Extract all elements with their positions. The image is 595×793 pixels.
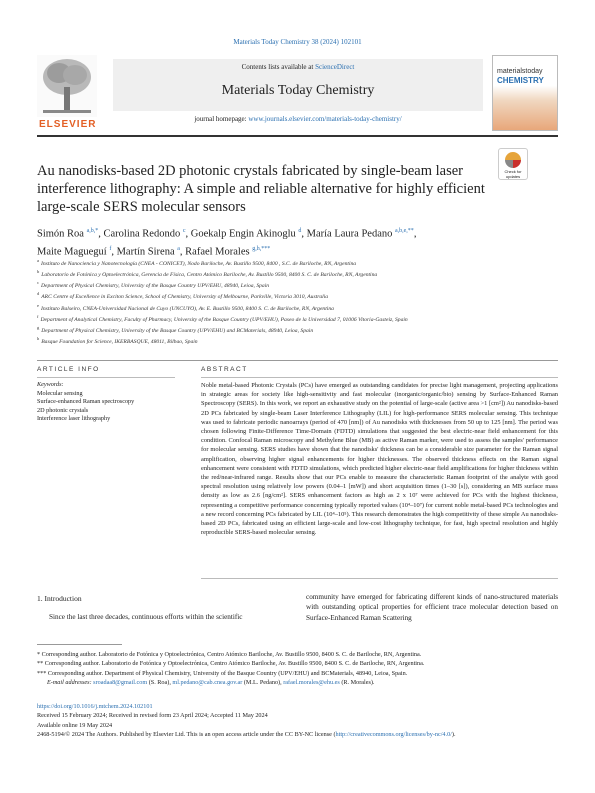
cover-text-bottom: CHEMISTRY: [497, 76, 544, 85]
author-name[interactable]: Simón Roa: [37, 228, 84, 240]
journal-banner: [113, 59, 483, 111]
abstract-bottom-rule: [201, 578, 558, 579]
email-link[interactable]: sroadaa8@gmail.com: [93, 678, 148, 686]
footnote-item: ** Corresponding author. Laboratorio de Fotónica y Optoelectrónica, Centro Atómico Bariloche, Av. Bustillo 9500, 8400 S. C. de Bariloche, RN, Argentina.: [37, 660, 425, 668]
email-link[interactable]: rafael.morales@ehu.es: [283, 678, 340, 686]
email-link[interactable]: ml.pedano@cab.cnea.gov.ar: [172, 678, 243, 686]
author-affil[interactable]: a: [177, 245, 180, 252]
license-link[interactable]: http://creativecommons.org/licenses/by-nc/4.0/: [335, 730, 452, 738]
journal-name: Materials Today Chemistry: [221, 83, 375, 98]
author-name[interactable]: Goekalp Engin Akinoglu: [190, 228, 296, 240]
footnotes: [37, 650, 558, 687]
available-online: Available online 19 May 2024: [37, 721, 113, 729]
affiliation-item: $^e$Instituto Balseiro, CNEA-Universidad Nacional de Cuyo (UNCUYO), Av. E. Bustillo 9500, 8400 S. C. de Bariloche, RN, Argentina: [37, 302, 334, 312]
keywords-label: Keywords:: [37, 381, 64, 388]
abstract-heading: ABSTRACT: [201, 366, 248, 373]
email-line: E-mail addresses: sroadaa8@gmail.com (S. Roa), ml.pedano@cab.cnea.gov.ar (M.L. Pedano), rafael.morales@ehu.es (R. Morales).: [47, 678, 375, 686]
author-name[interactable]: Rafael Morales: [185, 246, 250, 257]
affiliation-item: $^b$Laboratorio de Fotónica y Optoelectrónica, Gerencia de Física, Centro Atómico Bariloche, Av. Bustillo 9500, 8400 S. C. de Bariloche, RN, Argentina: [37, 269, 378, 279]
footnote-item: *** Corresponding author. Department of Physical Chemistry, University of the Basque Country (UPV/EHU) and BCMaterials, 48940, Leioa, Spain.: [37, 669, 408, 677]
journal-cover-thumbnail: [492, 55, 558, 131]
abstract-rule: [201, 377, 558, 378]
sciencedirect-link[interactable]: ScienceDirect: [315, 63, 355, 71]
author-list: Simón Roa $^{a,b,*}$, Carolina Redondo $^c$, Goekalp Engin Akinoglu $^d$, María Laura Pedano $^{a,b,e,**}$, Maite Magueguí $^f$, Martín Sirena $^a$, Rafael Morales $^{g,h,***}$: [37, 228, 417, 257]
introduction-heading: 1. Introduction: [37, 594, 82, 603]
author-affil[interactable]: a,b,e,**: [394, 228, 414, 234]
contents-line: Contents lists available at ScienceDirect: [241, 63, 355, 71]
check-for-updates-button[interactable]: [498, 148, 528, 180]
affiliation-item: $^g$Department of Physical Chemistry, University of the Basque Country (UPV/EHU) and BCMaterials, 48940, Leioa, Spain: [37, 324, 314, 334]
section-rule: [37, 360, 558, 361]
received-dates: Received 15 February 2024; Received in revised form 23 April 2024; Accepted 11 May 2024: [37, 712, 268, 720]
author-name[interactable]: Martín Sirena: [116, 246, 175, 257]
header-rule: [37, 135, 558, 137]
author-affil[interactable]: c: [182, 228, 186, 234]
introduction-left-column: Since the last three decades, continuous efforts within the scientific: [49, 613, 243, 621]
introduction-right-column: community have emerged for fabricating different kinds of nano-structured materials with outstanding optical properties for efficient trace molecular detection based on Surface-Enhanced Raman Scattering: [306, 593, 558, 622]
footnote-item: * Corresponding author. Laboratorio de Fotónica y Optoelectrónica, Centro Atómico Bariloche, Av. Bustillo 9500, 8400 S. C. de Bariloche, RN, Argentina.: [37, 651, 422, 658]
author-name[interactable]: María Laura Pedano: [306, 228, 393, 240]
license-line: 2468-5194/© 2024 The Authors. Published by Elsevier Ltd. This is an open access article under the CC BY-NC license (http://creativecommons.org/licenses/by-nc/4.0/).: [37, 730, 456, 738]
affiliation-item: $^h$Basque Foundation for Science, IKERBASQUE, 48011, Bilbao, Spain: [37, 336, 198, 345]
check-updates-label: Check for updates: [504, 169, 522, 179]
affiliation-item: $^c$Department of Physical Chemistry, University of the Basque Country UPV/EHU, 48940, Leioa, Spain: [37, 280, 270, 290]
author-affil[interactable]: d: [298, 228, 302, 234]
author-affil[interactable]: a,b,*: [86, 228, 99, 234]
homepage-link[interactable]: www.journals.elsevier.com/materials-today-chemistry/: [248, 115, 402, 123]
affiliation-item: $^d$ARC Centre of Excellence in Exciton Science, School of Chemistry, University of Melbourne, Parkville, Victoria 3010, Australia: [37, 291, 329, 301]
journal-reference[interactable]: Materials Today Chemistry 38 (2024) 102101: [233, 38, 362, 46]
publication-details: [37, 702, 558, 739]
keyword-item: Interference laser lithography: [37, 415, 111, 423]
article-title: Au nanodisks-based 2D photonic crystals fabricated by single-beam laser interference lithography: A simple and reliable alternative for highly efficient large-scale SERS molecular sensors: [37, 163, 485, 215]
article-info-heading: ARTICLE INFO: [37, 366, 100, 373]
journal-homepage: journal homepage: www.journals.elsevier.com/materials-today-chemistry/: [194, 115, 402, 123]
masthead: [37, 55, 558, 131]
affiliation-item: $^f$Department of Analytical Chemistry, Faculty of Pharmacy, University of the Basque Country (UPV/EHU), Paseo de la Universidad 7, 01006 Vitoria-Gasteiz, Spain: [37, 313, 408, 323]
keyword-item: Surface-enhanced Raman spectroscopy: [37, 398, 135, 406]
footnote-rule: [37, 644, 122, 645]
elsevier-wordmark: ELSEVIER: [39, 119, 97, 130]
affiliation-list: [37, 257, 558, 346]
keyword-item: 2D photonic crystals: [37, 406, 89, 414]
article-info-rule: [37, 377, 175, 378]
affiliation-item: $^a$Instituto de Nanociencia y Nanotecnología (CNEA - CONICET), Nodo Bariloche, Av. Bustillo 9500, 8400 , S.C. de Bariloche, RN, Argentina: [37, 258, 357, 267]
author-affil[interactable]: g,h,***: [252, 245, 271, 252]
abstract-text: Noble metal-based Photonic Crystals (PCs) have emerged as outstanding candidates for precise light management, projecting applications in strategic areas for society like high-sensitivity and fast molecular (inorganic/organic/bio) sensing by Surface-Enhanced Raman Spectroscopy (SERS). In this work, we report an exhaustive study on the potential of large-scale (active area >1 [cm²]) Au nanodisks-based 2D PCs fabricated by single-beam Laser Interference Lithography (LIL) for high-performance SERS molecular sensing. This technique was used to fabricate periodic nanoarrays (period of 470 [nm]) of Au nanodisks with thicknesses from 50 up to 125 [nm]. The period was chosen following Finite-Difference Time-Domain (FDTD) simulations that suggested the best electric-near field enhancement for this condition. Confocal Raman microscopy and Methylene Blue (MB) as active Raman marker, were used to assess the samples' performance for molecular sensing. SERS studies have shown that the nanodisks' thickness can be a considerable size parameter for the Raman signal amplification, observing higher signal enhancements for higher thicknesses. The observed thickness effects on the Raman signal enhancement were consistent with FDTD simulations, which predicted higher electric-near field amplifications for higher thickness within the red/near-infrared range. Results show that our PCs enable to measure the characteristic Raman footprint of the analyte with good spectral resolution using relatively low powers (0.04–1 [mW]) and short acquisition times (1–30 [s]), considering an MB surface mass density as low as 2.6 [ng/cm²]. SERS enhancement factors as high as 2 x 10⁷ were achieved for PCs with the highest thickness, representing a competitive performance concerning typically reported values (10⁴–10⁷) for current noble metal-based PCs technologies and a new record concerning PCs fabricated by LIL (10⁴–10⁵). This research demonstrates the high competitivity of these simple Au nanodisks-based 2D PCs, fabricated using an efficient large-scale and low-cost lithography technique, for fast, high spectral resolution and highly reproducible SERS-based molecular sensing.: [201, 382, 558, 537]
check-updates-icon: [505, 152, 521, 168]
author-affil[interactable]: f: [109, 245, 112, 252]
author-name[interactable]: Maite Magueguí: [37, 246, 107, 257]
doi-link[interactable]: https://doi.org/10.1016/j.mtchem.2024.102101: [37, 703, 153, 710]
keywords-block: [37, 381, 175, 424]
keyword-item: Molecular sensing: [37, 389, 83, 397]
author-name[interactable]: Carolina Redondo: [103, 228, 181, 240]
cover-text-top: materialstoday: [497, 68, 543, 75]
